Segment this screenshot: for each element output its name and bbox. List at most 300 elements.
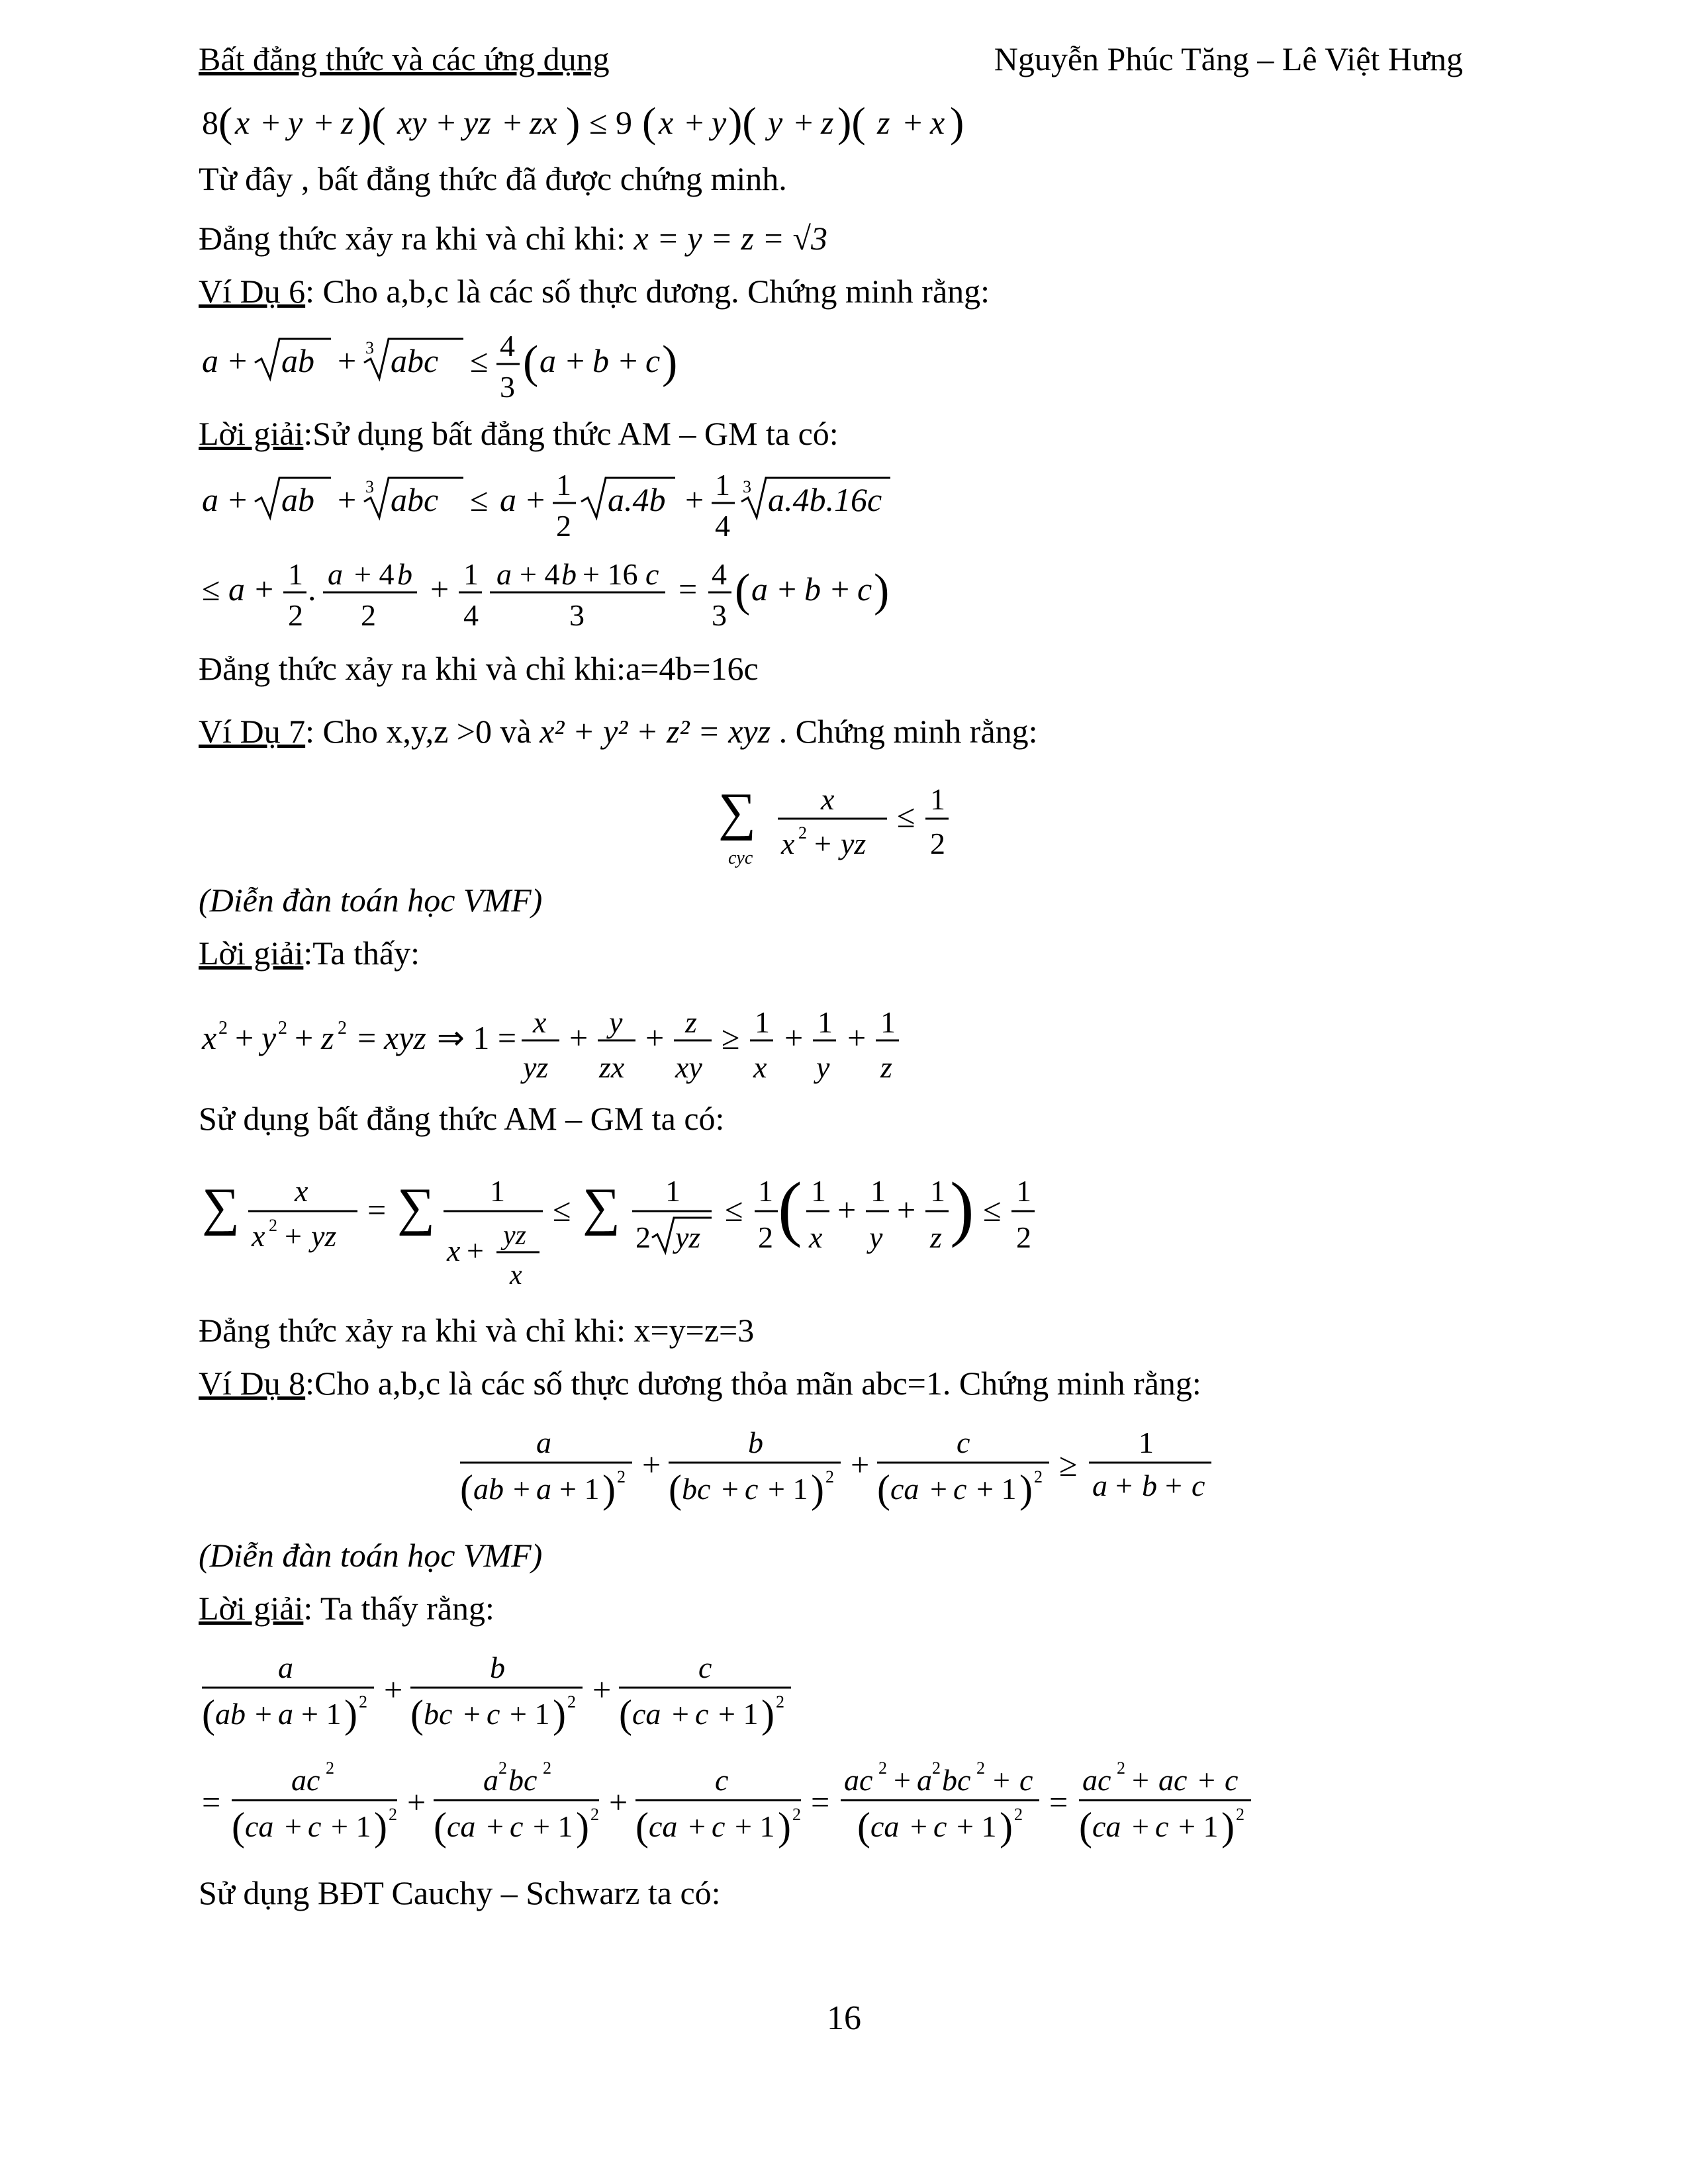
svg-text:2: 2 xyxy=(389,1805,397,1824)
svg-text:+ 1: + 1 xyxy=(559,1472,600,1506)
svg-text:c: c xyxy=(487,1697,500,1731)
svg-text:(: ( xyxy=(232,1805,245,1848)
svg-text:xy: xy xyxy=(675,1050,702,1084)
solution-7-label: Lời giải xyxy=(199,934,304,972)
svg-text:2: 2 xyxy=(932,1758,941,1778)
svg-text:c: c xyxy=(645,342,661,379)
svg-text:ca: ca xyxy=(649,1809,678,1843)
svg-text:≤: ≤ xyxy=(897,797,915,835)
svg-text:1: 1 xyxy=(715,468,730,502)
svg-text:+ 1: + 1 xyxy=(976,1472,1017,1506)
svg-text:+: + xyxy=(904,104,923,141)
svg-text:2: 2 xyxy=(326,1758,334,1778)
svg-text:+ 1: + 1 xyxy=(957,1809,997,1843)
svg-text:⇒ 1 =: ⇒ 1 = xyxy=(437,1019,517,1056)
svg-text:+: + xyxy=(722,1472,739,1506)
svg-text:+: + xyxy=(1115,1469,1133,1502)
svg-text:c: c xyxy=(1155,1809,1169,1843)
svg-text:2: 2 xyxy=(1034,1467,1043,1486)
svg-text:+: + xyxy=(609,1784,628,1821)
svg-text:ab: ab xyxy=(215,1697,246,1731)
svg-text:+ 1: + 1 xyxy=(718,1697,759,1731)
svg-text:+ 1: + 1 xyxy=(301,1697,342,1731)
svg-text:+: + xyxy=(437,104,456,141)
svg-text:+: + xyxy=(430,570,449,608)
svg-text:(: ( xyxy=(778,1167,802,1248)
svg-text:yz: yz xyxy=(841,827,867,860)
svg-text:a: a xyxy=(500,481,516,518)
svg-text:ac: ac xyxy=(1158,1763,1188,1797)
solution-6-text: :Sử dụng bất đẳng thức AM – GM ta có: xyxy=(303,415,839,452)
svg-text:+: + xyxy=(503,104,522,141)
svg-text:cyc: cyc xyxy=(728,848,753,868)
svg-text:(: ( xyxy=(523,337,539,388)
svg-text:a: a xyxy=(328,557,343,591)
example-7-text-end: . Chứng minh rằng: xyxy=(771,713,1038,750)
svg-text:+: + xyxy=(685,104,704,141)
svg-text:abc: abc xyxy=(391,481,439,518)
svg-text:+ 1: + 1 xyxy=(533,1809,573,1843)
equation-7-step-2 xyxy=(199,1152,1125,1307)
svg-text:∑: ∑ xyxy=(397,1178,436,1236)
svg-text:2: 2 xyxy=(878,1758,887,1778)
svg-text:+: + xyxy=(487,1809,504,1843)
svg-text:x: x xyxy=(533,1005,547,1039)
svg-text:): ) xyxy=(761,1692,774,1736)
svg-text:): ) xyxy=(950,99,964,146)
svg-text:2: 2 xyxy=(976,1758,985,1778)
example-8 xyxy=(199,1363,1201,1403)
svg-text:bc: bc xyxy=(508,1763,538,1797)
svg-text:+: + xyxy=(1132,1763,1149,1797)
header-authors: Nguyễn Phúc Tăng – Lê Việt Hưng xyxy=(994,40,1463,77)
header-title: Bất đẳng thức và các ứng dụng xyxy=(199,40,610,77)
equality-line-1 xyxy=(199,218,827,258)
svg-text:ab: ab xyxy=(281,342,314,379)
svg-text:+: + xyxy=(463,1697,481,1731)
svg-text:c: c xyxy=(953,1472,967,1506)
svg-text:1: 1 xyxy=(758,1174,773,1208)
solution-8-text: : Ta thấy rằng: xyxy=(303,1590,494,1627)
svg-text:+: + xyxy=(295,1019,314,1056)
example-7-text: : Cho x,y,z >0 và xyxy=(305,713,540,750)
svg-text:2: 2 xyxy=(543,1758,551,1778)
svg-text:+: + xyxy=(407,1784,426,1821)
svg-text:4: 4 xyxy=(715,509,730,543)
svg-text:ac: ac xyxy=(291,1763,320,1797)
svg-text:zx: zx xyxy=(599,1050,625,1084)
svg-text:(: ( xyxy=(857,1805,870,1848)
svg-text:): ) xyxy=(344,1692,357,1736)
svg-text:+: + xyxy=(672,1697,689,1731)
svg-text:2: 2 xyxy=(1117,1758,1125,1778)
example-6-text: : Cho a,b,c là các số thực dương. Chứng minh rằng: xyxy=(305,273,990,310)
svg-text:+: + xyxy=(930,1472,947,1506)
svg-text:a: a xyxy=(751,570,768,608)
svg-text:y: y xyxy=(768,104,783,141)
svg-text:)(: )( xyxy=(837,99,866,146)
svg-text:ca: ca xyxy=(447,1809,476,1843)
svg-text:≤: ≤ xyxy=(470,481,489,518)
svg-text:2: 2 xyxy=(359,1692,367,1711)
svg-text:1: 1 xyxy=(755,1005,770,1039)
svg-text:yz: yz xyxy=(675,1220,701,1254)
svg-text:bc: bc xyxy=(682,1472,711,1506)
svg-text:∑: ∑ xyxy=(583,1178,621,1236)
svg-text:c: c xyxy=(712,1809,726,1843)
svg-text:+: + xyxy=(228,481,248,518)
svg-text:+: + xyxy=(384,1671,403,1708)
svg-text:3: 3 xyxy=(500,370,515,404)
svg-text:+: + xyxy=(837,1191,857,1228)
svg-text:+: + xyxy=(993,1763,1010,1797)
svg-text:bc: bc xyxy=(942,1763,971,1797)
svg-text:2: 2 xyxy=(792,1805,801,1824)
equation-8-step-2 xyxy=(199,1754,1324,1870)
svg-text:2: 2 xyxy=(338,1018,347,1038)
svg-text:b: b xyxy=(397,557,412,591)
svg-text:): ) xyxy=(1221,1805,1235,1848)
svg-text:2: 2 xyxy=(218,1018,228,1038)
svg-text:a.4b.16c: a.4b.16c xyxy=(768,481,882,518)
svg-text:a.4b: a.4b xyxy=(608,481,666,518)
equality-line-7: Đẳng thức xảy ra khi và chỉ khi: x=y=z=3 xyxy=(199,1312,755,1349)
svg-text:1: 1 xyxy=(1139,1426,1154,1459)
svg-text:(: ( xyxy=(434,1805,447,1848)
svg-text:+: + xyxy=(851,1446,870,1483)
example-7-math: x² + y² + z² = xyz xyxy=(539,713,771,750)
svg-text:(: ( xyxy=(877,1467,890,1511)
svg-text:2: 2 xyxy=(635,1220,651,1254)
svg-text:a: a xyxy=(228,570,245,608)
svg-text:y: y xyxy=(288,104,303,141)
svg-text:+ 4: + 4 xyxy=(354,557,395,591)
svg-text:+ 4: + 4 xyxy=(520,557,560,591)
equality-line-6: Đẳng thức xảy ra khi và chỉ khi:a=4b=16c xyxy=(199,650,759,687)
svg-text:a: a xyxy=(539,342,556,379)
svg-text:): ) xyxy=(602,1467,616,1511)
svg-text:2: 2 xyxy=(1016,1220,1031,1254)
svg-text:2: 2 xyxy=(590,1805,599,1824)
svg-text:c: c xyxy=(715,1763,729,1797)
svg-text:8: 8 xyxy=(202,104,218,141)
svg-text:1: 1 xyxy=(818,1005,833,1039)
svg-text:1: 1 xyxy=(880,1005,896,1039)
equation-6-statement xyxy=(199,324,993,414)
equation-7-step-1 xyxy=(199,993,1059,1095)
svg-text:+: + xyxy=(814,827,831,860)
svg-text:(: ( xyxy=(1079,1805,1092,1848)
svg-text:+: + xyxy=(314,104,334,141)
solution-6-label: Lời giải xyxy=(199,415,304,452)
svg-text:(: ( xyxy=(735,565,751,616)
svg-text:x: x xyxy=(821,782,835,816)
svg-text:2: 2 xyxy=(930,827,945,860)
svg-text:+: + xyxy=(592,1671,612,1708)
svg-text:+: + xyxy=(261,104,281,141)
svg-text:x: x xyxy=(781,827,795,860)
svg-text:+: + xyxy=(847,1019,867,1056)
svg-text:2: 2 xyxy=(617,1467,626,1486)
svg-text:3: 3 xyxy=(569,598,585,632)
svg-text:2: 2 xyxy=(361,598,376,632)
svg-text:a: a xyxy=(536,1472,551,1506)
svg-text:ac: ac xyxy=(1082,1763,1111,1797)
svg-text:a: a xyxy=(202,481,218,518)
svg-text:+: + xyxy=(1132,1809,1149,1843)
svg-text:4: 4 xyxy=(463,598,479,632)
svg-text:z: z xyxy=(341,104,354,141)
svg-text:c: c xyxy=(957,1426,970,1459)
svg-text:c: c xyxy=(745,1472,759,1506)
svg-text:b: b xyxy=(748,1426,763,1459)
svg-text:z: z xyxy=(321,1019,334,1056)
svg-text:+ 1: + 1 xyxy=(735,1809,775,1843)
solution-7-text: :Ta thấy: xyxy=(303,934,420,972)
svg-text:c: c xyxy=(695,1697,709,1731)
svg-text:c: c xyxy=(645,557,659,591)
svg-text:+ 1: + 1 xyxy=(510,1697,550,1731)
svg-text:1: 1 xyxy=(665,1174,680,1208)
equation-7-statement xyxy=(715,771,993,880)
svg-text:a: a xyxy=(1092,1469,1107,1502)
source-7: (Diễn đàn toán học VMF) xyxy=(199,882,543,919)
svg-text:a: a xyxy=(483,1763,498,1797)
svg-text:z: z xyxy=(880,1050,892,1084)
svg-text:+: + xyxy=(513,1472,530,1506)
svg-text:z: z xyxy=(930,1220,942,1254)
svg-text:2: 2 xyxy=(1236,1805,1244,1824)
svg-text:+: + xyxy=(338,481,357,518)
svg-text:): ) xyxy=(811,1467,824,1511)
svg-text:(: ( xyxy=(669,1467,682,1511)
svg-text:ab: ab xyxy=(281,481,314,518)
svg-text:)(: )( xyxy=(357,99,386,146)
svg-text:(: ( xyxy=(410,1692,424,1736)
svg-text:xyz: xyz xyxy=(384,1019,426,1056)
svg-text:≤: ≤ xyxy=(725,1191,743,1228)
cauchy-schwarz-line: Sử dụng BĐT Cauchy – Schwarz ta có: xyxy=(199,1874,721,1911)
source-8: (Diễn đàn toán học VMF) xyxy=(199,1537,543,1574)
svg-text:=: = xyxy=(367,1191,387,1228)
svg-text:+: + xyxy=(794,104,814,141)
svg-text:b: b xyxy=(561,557,577,591)
svg-text:): ) xyxy=(374,1805,387,1848)
svg-text:(: ( xyxy=(642,99,657,146)
solution-6 xyxy=(199,414,839,453)
svg-text:c: c xyxy=(1225,1763,1239,1797)
svg-text:b: b xyxy=(490,1651,505,1684)
svg-text:2: 2 xyxy=(498,1758,507,1778)
svg-text:yz: yz xyxy=(523,1050,549,1084)
svg-text:2: 2 xyxy=(798,823,807,842)
svg-text:+: + xyxy=(778,570,797,608)
svg-text:+: + xyxy=(526,481,545,518)
svg-text:ca: ca xyxy=(245,1809,274,1843)
svg-text:x: x xyxy=(809,1220,823,1254)
svg-text:abc: abc xyxy=(391,342,439,379)
svg-text:x: x xyxy=(510,1260,522,1291)
svg-text:b: b xyxy=(804,570,821,608)
svg-text:c: c xyxy=(1019,1763,1033,1797)
svg-text:x: x xyxy=(202,1019,217,1056)
svg-text:y: y xyxy=(869,1220,883,1254)
svg-text:2: 2 xyxy=(776,1692,784,1711)
svg-text:+: + xyxy=(235,1019,254,1056)
svg-text:y: y xyxy=(261,1019,277,1056)
svg-text:c: c xyxy=(510,1809,524,1843)
svg-text:(: ( xyxy=(218,99,233,146)
equation-8-step-1 xyxy=(199,1641,861,1757)
example-6-label: Ví Dụ 6 xyxy=(199,273,306,310)
svg-text:+: + xyxy=(688,1809,706,1843)
svg-text:1: 1 xyxy=(930,782,945,816)
svg-text:x: x xyxy=(659,104,674,141)
svg-text:2: 2 xyxy=(269,1216,277,1235)
conclusion-line: Từ đây , bất đẳng thức đã được chứng minh. xyxy=(199,160,787,197)
svg-text:+ 1: + 1 xyxy=(768,1472,808,1506)
svg-text:+: + xyxy=(784,1019,804,1056)
svg-text:ca: ca xyxy=(632,1697,661,1731)
svg-text:): ) xyxy=(566,99,581,146)
svg-text:+: + xyxy=(228,342,248,379)
svg-text:3: 3 xyxy=(365,477,374,496)
svg-text:ca: ca xyxy=(890,1472,919,1506)
svg-text:≥: ≥ xyxy=(722,1019,740,1056)
svg-text:+ 1: + 1 xyxy=(331,1809,371,1843)
svg-text:+: + xyxy=(910,1809,927,1843)
svg-text:yz: yz xyxy=(311,1219,337,1253)
svg-text:+: + xyxy=(255,570,274,608)
svg-text:1: 1 xyxy=(288,557,303,591)
svg-text:1: 1 xyxy=(1016,1174,1031,1208)
svg-text:c: c xyxy=(857,570,872,608)
svg-text:4: 4 xyxy=(712,557,727,591)
svg-text:): ) xyxy=(662,337,678,388)
equation-6-step-1 xyxy=(199,463,1059,553)
svg-text:+: + xyxy=(255,1697,272,1731)
svg-text:): ) xyxy=(576,1805,589,1848)
example-8-text: :Cho a,b,c là các số thực dương thỏa mãn abc=1. Chứng minh rằng: xyxy=(305,1365,1201,1402)
equality-text: Đẳng thức xảy ra khi và chỉ khi: xyxy=(199,220,634,257)
svg-text:+: + xyxy=(831,570,850,608)
svg-text:+: + xyxy=(569,1019,588,1056)
equation-6-step-2 xyxy=(199,553,1059,642)
svg-text:c: c xyxy=(698,1651,712,1684)
svg-text:3: 3 xyxy=(712,598,727,632)
svg-text:1: 1 xyxy=(463,557,479,591)
svg-text:+: + xyxy=(467,1234,484,1267)
svg-text:ca: ca xyxy=(1092,1809,1121,1843)
svg-text:): ) xyxy=(1000,1805,1013,1848)
svg-text:∑: ∑ xyxy=(202,1178,240,1236)
svg-text:): ) xyxy=(950,1167,974,1248)
svg-text:(: ( xyxy=(619,1692,632,1736)
svg-text:2: 2 xyxy=(567,1692,576,1711)
svg-text:b: b xyxy=(592,342,609,379)
svg-text:2: 2 xyxy=(825,1467,834,1486)
svg-text:=: = xyxy=(679,570,698,608)
svg-text:2: 2 xyxy=(1014,1805,1023,1824)
svg-text:+: + xyxy=(685,481,704,518)
page-number: 16 xyxy=(827,1999,861,2037)
svg-text:x: x xyxy=(753,1050,767,1084)
svg-text:+: + xyxy=(619,342,638,379)
svg-text:a: a xyxy=(202,342,218,379)
svg-text:a: a xyxy=(917,1763,932,1797)
svg-text:3: 3 xyxy=(743,477,751,496)
svg-text:.: . xyxy=(308,570,316,608)
svg-text:≤: ≤ xyxy=(553,1191,571,1228)
svg-text:b: b xyxy=(1142,1469,1157,1502)
svg-text:+: + xyxy=(338,342,357,379)
svg-text:(: ( xyxy=(202,1692,215,1736)
svg-text:yz: yz xyxy=(463,104,491,141)
svg-text:c: c xyxy=(1192,1469,1205,1502)
solution-8 xyxy=(199,1588,494,1628)
svg-text:c: c xyxy=(933,1809,947,1843)
svg-text:+: + xyxy=(566,342,585,379)
svg-text:+: + xyxy=(642,1446,661,1483)
svg-text:z: z xyxy=(685,1005,697,1039)
svg-text:≥: ≥ xyxy=(1059,1446,1078,1483)
svg-text:y: y xyxy=(712,104,727,141)
example-6 xyxy=(199,271,990,311)
svg-text:)(: )( xyxy=(728,99,757,146)
svg-text:(: ( xyxy=(635,1805,649,1848)
svg-text:+: + xyxy=(285,1809,302,1843)
example-8-label: Ví Dụ 8 xyxy=(199,1365,306,1402)
svg-text:+: + xyxy=(894,1763,911,1797)
equation-1 xyxy=(199,93,1059,156)
svg-text:y: y xyxy=(816,1050,830,1084)
svg-text:1: 1 xyxy=(811,1174,826,1208)
svg-text:+: + xyxy=(285,1219,302,1253)
svg-text:a: a xyxy=(278,1651,293,1684)
svg-text:=: = xyxy=(811,1784,830,1821)
equation-8-statement xyxy=(457,1416,1251,1532)
svg-text:1: 1 xyxy=(490,1174,505,1208)
svg-text:c: c xyxy=(308,1809,322,1843)
solution-8-label: Lời giải xyxy=(199,1590,304,1627)
svg-text:=: = xyxy=(357,1019,377,1056)
svg-text:x: x xyxy=(447,1234,461,1267)
svg-text:+: + xyxy=(645,1019,665,1056)
svg-text:a: a xyxy=(278,1697,293,1731)
svg-text:≤: ≤ xyxy=(983,1191,1002,1228)
svg-text:z: z xyxy=(877,104,890,141)
equality-math: x = y = z = √3 xyxy=(633,220,827,257)
svg-text:1: 1 xyxy=(930,1174,945,1208)
svg-text:xy: xy xyxy=(397,104,427,141)
svg-text:x: x xyxy=(930,104,945,141)
svg-text:+: + xyxy=(897,1191,916,1228)
svg-text:+ 1: + 1 xyxy=(1178,1809,1219,1843)
svg-text:4: 4 xyxy=(500,329,515,363)
svg-text:+: + xyxy=(1198,1763,1215,1797)
svg-text:(: ( xyxy=(460,1467,473,1511)
svg-text:ac: ac xyxy=(844,1763,873,1797)
svg-text:+ 16: + 16 xyxy=(583,557,638,591)
svg-text:2: 2 xyxy=(758,1220,773,1254)
svg-text:bc: bc xyxy=(424,1697,453,1731)
svg-text:2: 2 xyxy=(278,1018,287,1038)
amgm-line-7: Sử dụng bất đẳng thức AM – GM ta có: xyxy=(199,1100,725,1137)
svg-text:1: 1 xyxy=(556,468,571,502)
example-7 xyxy=(199,711,1038,751)
example-7-label: Ví Dụ 7 xyxy=(199,713,306,750)
svg-text:ca: ca xyxy=(870,1809,900,1843)
